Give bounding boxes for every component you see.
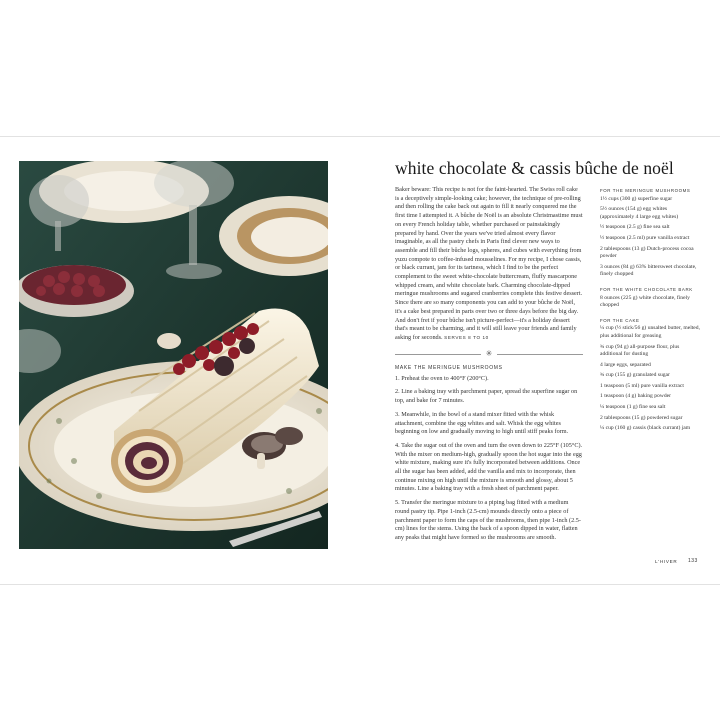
method-step: 5. Transfer the meringue mixture to a piping bag fitted with a medium round pastry tip. Pipe 1-inch (2.5-cm) mounds directly onto a piece of parchment paper to form the caps of the mushrooms, then pipe 1-inch (2.5-cm) lines for the stems. Using the back of a spoon dipped in water, flatten any peaks that might have formed so the mushrooms are smooth. — [395, 499, 581, 541]
ingredient-item: 1½ cups (300 g) superfine sugar — [600, 195, 673, 202]
asterisk-ornament-icon: ✳ — [485, 349, 493, 358]
ingredient-item: 8 ounces (225 g) white chocolate, finely chopped — [600, 294, 690, 309]
ingredient-item: 2 tablespoons (13 g) Dutch-process cocoa powder — [600, 245, 694, 260]
page-number: 133 — [688, 558, 698, 564]
ingredient-item: 5½ ounces (154 g) egg whites (approximately 4 large egg whites) — [600, 206, 679, 220]
ingredient-group-heading: FOR THE MERINGUE MUSHROOMS — [600, 188, 691, 193]
ingredient-item: 1 teaspoon (4 g) baking powder — [600, 393, 671, 400]
ingredient-group-heading: FOR THE CAKE — [600, 317, 640, 323]
running-footer-section: L'HIVER — [655, 559, 678, 564]
recipe-intro — [395, 186, 583, 343]
method-section — [395, 364, 583, 548]
ingredient-item: 4 large eggs, separated — [600, 361, 651, 368]
ingredient-group-meringue — [600, 188, 700, 279]
ingredient-group-bark — [600, 287, 700, 310]
buche-de-noel-photo — [19, 161, 328, 549]
ingredient-item: ¼ cup (160 g) cassis (black currant) jam — [600, 425, 691, 432]
divider-line-left — [395, 354, 481, 355]
method-step: 4. Take the sugar out of the oven and turn the oven down to 225°F (105°C). With the mixer on medium-high, gradually spoon the hot sugar into the egg white mixture, making sure it's fully incorporated between additions. Once all the sugar has been added, add the vanilla and mix to incorporate, then continue mixing on high until the mixture is smooth and glossy, about 5 minutes. Line a baking tray with a fresh sheet of parchment paper. — [395, 441, 583, 493]
method-step: 3. Meanwhile, in the bowl of a stand mixer fitted with the whisk attachment, combine the egg whites and salt. Whisk the egg whites beginning on low and gradually moving to high until stiff peaks form. — [395, 410, 569, 436]
ingredient-item: ¼ teaspoon (1 g) fine sea salt — [600, 404, 666, 411]
ingredient-item: ¼ cup (½ stick/56 g) unsalted butter, melted, plus additional for greasing — [600, 325, 700, 339]
ingredient-item: 3 ounces (84 g) 63% bittersweet chocolate, finely chopped — [600, 263, 697, 278]
ingredient-item: ¾ cup (155 g) granulated sugar — [600, 372, 670, 379]
section-divider — [395, 350, 583, 360]
ingredient-item: 2 tablespoons (15 g) powdered sugar — [600, 414, 683, 421]
ingredient-group-heading: FOR THE WHITE CHOCOLATE BARK — [600, 286, 693, 292]
ingredient-item: ½ teaspoon (2.5 ml) pure vanilla extract — [600, 234, 690, 241]
ingredient-item: ¾ cup (94 g) all-purpose flour, plus additional for dusting — [600, 343, 680, 358]
method-heading: MAKE THE MERINGUE MUSHROOMS — [395, 365, 503, 371]
method-step: 2. Line a baking tray with parchment paper, spread the superfine sugar on top, and bake for 7 minutes. — [395, 388, 578, 405]
ingredient-item: ½ teaspoon (2.5 g) fine sea salt — [600, 224, 670, 231]
ingredient-item: 1 teaspoon (5 ml) pure vanilla extract — [600, 382, 684, 389]
recipe-title: white chocolate & cassis bûche de noël — [395, 158, 674, 178]
intro-text: Baker beware: This recipe is not for the faint-hearted. The Swiss roll cake is a deceptively simple-looking cake; however, the technique of pre-rolling and then rolling the cake back out again to fill it nearly conquered me the first time I attempted it. A bûche de Noël is an absolute Christmastime must on every French holiday table, whether purchased or painstakingly prepared by hand. Over the years we've tried almost every flavor imaginable, as all the pastry chefs in Paris find clever new ways to assemble and fill their bûche logs, spheres, and cubes with everything from yuzu compote to coffee-infused mousselines. For my recipe, I chose cassis, or black currant, jam for its tartness, which I find to be the perfect complement to the sweet white-chocolate buttercream, fluffy mascarpone whipped cream, and white chocolate bark. Charming chocolate-dipped meringue mushrooms and sugared cranberries complete this festive dessert. Since there are so many components you can add to your bûche de Noël, it's a cake best prepared in parts over two or three days before the big day. And don't fret if your bûche isn't picture-perfect—it's a holiday dessert that's meant to be charming, and it will still leave your friends and family asking for seconds. — [395, 186, 583, 341]
ingredients-column — [600, 188, 700, 441]
divider-line-right — [497, 354, 583, 355]
photo-illustration — [19, 161, 328, 549]
ingredient-group-cake — [600, 318, 700, 433]
method-step: 1. Preheat the oven to 400°F (200°C). — [395, 374, 489, 382]
serves-label: SERVES 8 TO 10 — [444, 334, 489, 340]
